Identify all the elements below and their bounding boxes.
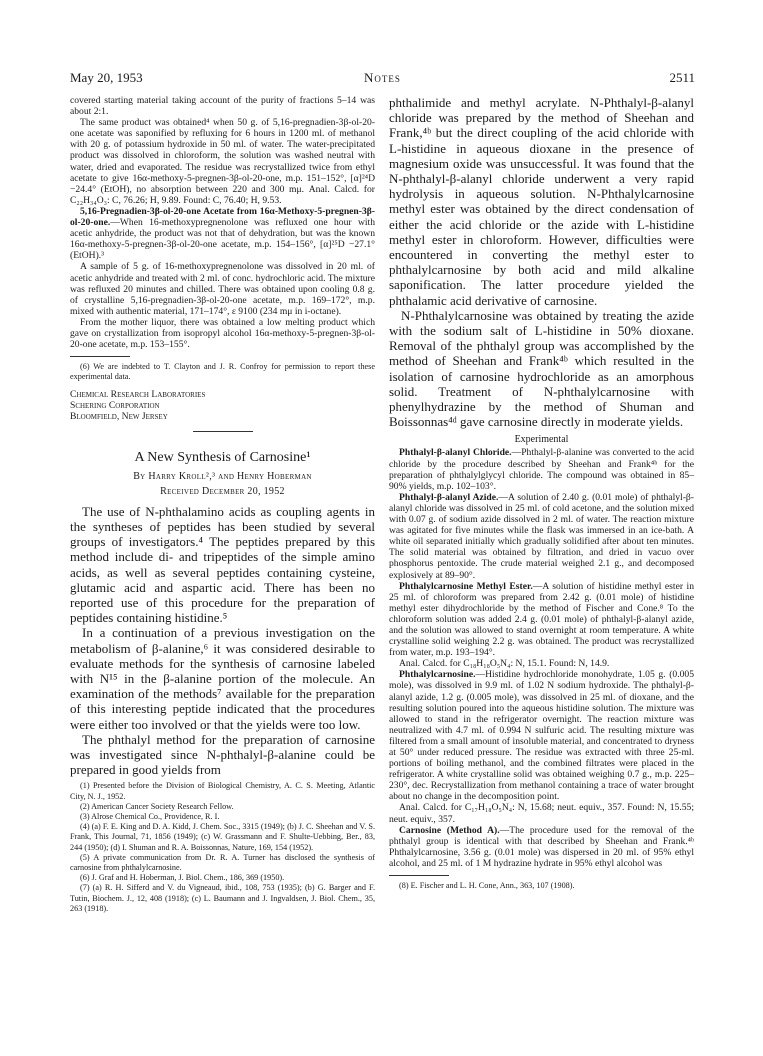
paragraph: Phthalylcarnosine Methyl Ester.—A solution of histidine methyl ester in 25 ml. of chloroform was prepared from 2.42 g. (0.01 mole) of histidine methyl ester dihydrochloride by the method of Fischer and Cone.⁸ To the chloroform solution was added 2.4 g. (0.01 mole) of phthalyl-β-alanyl azide, and the solution was allowed to stand overnight at room temperature. A white crystalline solid weighing 2.2 g. was obtained. The product was recrystallized from water, m.p. 193–194°. bbox=[389, 580, 694, 659]
header-date: May 20, 1953 bbox=[70, 70, 143, 85]
received-date: Received December 20, 1952 bbox=[160, 485, 285, 497]
section-heading: Phthalylcarnosine Methyl Ester. bbox=[399, 580, 533, 592]
section-heading: Phthalylcarnosine. bbox=[399, 669, 476, 681]
footnote: (6) J. Graf and H. Hoberman, J. Biol. Chem., 186, 369 (1950). bbox=[80, 873, 285, 883]
paragraph: Phthalylcarnosine.—Histidine hydrochloride monohydrate, 1.05 g. (0.005 mole), was dissolved in 9.9 ml. of 1.02 N sodium hydroxide. The phthalyl-β-alanyl azide, 1.2 g. (0.005 mole), was dissolved in 25 ml. of dioxane, and the resulting solution poured into the aqueous histidine solution. The mixture was allowed to stand in the refrigerator overnight. The reaction mixture was neutralized with 4.7 ml. of 0.994 N sulfuric acid. The resulting mixture was filtered from a small amount of insoluble material, and concentrated to dryness at 50° under reduced pressure. The residue was extracted with three 25-ml. portions of boiling methanol, and the combined filtrates were placed in the refrigerator. A white crystalline solid was obtained weighing 0.7 g., m.p. 225–230°, dec. Recrystallization from methanol containing a trace of water brought about no change in the decomposition point. bbox=[389, 669, 694, 803]
paragraph: The same product was obtained⁴ when 50 g. of 5,16-pregnadien-3β-ol-20-one acetate was saponified by refluxing for 6 hours in 1200 ml. of methanol with 20 g. of potassium hydroxide in 50 ml. of water. The water-precipitated product was dissolved in chloroform, the solution was washed neutral with water, dried and evaporated. The residue was recrystallized twice from ethyl acetate to give 16α-methoxy-5-pregnen-3β-ol-20-one, m.p. 151–152°, [α]²⁴D −24.4° (EtOH), no absorption between 220 and 300 mμ. Anal. Calcd. for C₂₂H₃₄O₃: C, 76.26; H, 9.89. Found: C, 76.40; H, 9.53. bbox=[70, 117, 375, 206]
article-title: A New Synthesis of Carnosine¹ bbox=[134, 449, 311, 465]
footnote: (1) Presented before the Division of Biological Chemistry, A. C. S. Meeting, Atlantic City, N. J., 1952. bbox=[70, 781, 375, 801]
footnote: (3) Alrose Chemical Co., Providence, R. I. bbox=[80, 812, 220, 822]
section-heading: Carnosine (Method A). bbox=[399, 824, 500, 836]
footnote: (4) (a) F. E. King and D. A. Kidd, J. Chem. Soc., 3315 (1949); (b) J. C. Sheehan and V. S. Frank, This Journal, 71, 1856 (1949); (c) W. Grassmann and F. Shulte-Uebbing, Ber., 83, 244 (1950); (d) I. Shuman and R. A. Boissonnas, Nature, 169, 154 (1952). bbox=[70, 822, 375, 852]
paragraph: covered starting material taking account of the purity of fractions 5–14 was about 2:1. bbox=[70, 95, 375, 118]
article-divider bbox=[193, 431, 253, 432]
footnote: (2) American Cancer Society Research Fellow. bbox=[80, 801, 234, 811]
paragraph: From the mother liquor, there was obtained a low melting product which gave on crystallization from isopropyl alcohol 16α-methoxy-5-pregnen-3β-ol-20-one acetate, m.p. 153–155°. bbox=[70, 316, 375, 351]
footnote: (8) E. Fischer and L. H. Cone, Ann., 363, 107 (1908). bbox=[399, 881, 575, 891]
paragraph: The phthalyl method for the preparation of carnosine was investigated since N-phthalyl-β-alanine could be prepared in good yields from bbox=[70, 731, 375, 778]
paragraph: 5,16-Pregnadien-3β-ol-20-one Acetate from 16α-Methoxy-5-pregnen-3β-ol-20-one.—When 16-methoxypregnenolone was refluxed one hour with acetic anhydride, the product was not that of dehydration, but was the known 16α-methoxy-5-pregnen-3β-ol-20-one acetate, m.p. 154–156°, [α]²⁵D −27.1° (EtOH).³ bbox=[70, 205, 375, 262]
affiliation: Chemical Research Laboratories Schering Corporation Bloomfield, New Jersey bbox=[70, 388, 206, 423]
footnote: (5) A private communication from Dr. R. A. Turner has disclosed the synthesis of carnosine from phthalylcarnosine. bbox=[70, 852, 375, 873]
section-heading: Phthalyl-β-alanyl Azide. bbox=[399, 491, 499, 503]
previous-article-end bbox=[70, 95, 375, 350]
analysis-line: Anal. Calcd. for C₁₈H₁₈O₅N₄: N, 15.1. Found: N, 14.9. bbox=[399, 658, 610, 670]
paragraph: The use of N-phthalamino acids as coupling agents in the syntheses of peptides has been studied by several groups of investigators.⁴ The peptides prepared by this method include di- and tripeptides of the simple amino acids, as well as several peptides containing cysteine, glutamic acid and aspartic acid. There has been no reported use of this procedure for the preparation of peptides containing histidine.⁵ bbox=[70, 503, 375, 626]
experimental-heading: Experimental bbox=[514, 434, 569, 446]
experimental-section bbox=[389, 447, 694, 869]
article-authors: By Harry Kroll²,³ and Henry Hoberman bbox=[133, 470, 312, 482]
paragraph: Phthalyl-β-alanyl Azide.—A solution of 2.40 g. (0.01 mole) of phthalyl-β-alanyl chloride was dissolved in 25 ml. of cold acetone, and the solution mixed with 0.07 g. of sodium azide dissolved in 2 ml. of water. The reaction mixture was agitated for five minutes while the flask was immersed in an ice-bath. A white oil separated initially which gradually solidified after about ten minutes. The solid material was obtained by filtration, and dried in vacuo over phosphorus pentoxide. The crude material weighed 2.1 g., and decomposed explosively at 89–90°. bbox=[389, 491, 694, 581]
paragraph: Carnosine (Method A).—The procedure used for the removal of the phthalyl group is identical with that described by Sheehan and Frank.⁴ᵇ Phthalylcarnosine, 3.56 g. (0.01 mole) was dispersed in 20 ml. of 95% ethyl alcohol, and 25 ml. of 1 M hydrazine hydrate in 95% ethyl alcohol was bbox=[389, 824, 694, 869]
paragraph: In a continuation of a previous investigation on the metabolism of β-alanine,⁶ it was considered desirable to evaluate methods for the synthesis of carnosine labeled with N¹⁵ in the β-alanine portion of the molecule. An examination of the methods⁷ available for the preparation of this interesting peptide indicated that the procedures were either too involved or that the yields were too low. bbox=[70, 625, 375, 732]
analysis-line: Anal. Calcd. for C₁₇H₁₈O₅N₄: N, 15.68; neut. equiv., 357. Found: N, 15.55; neut. equiv., 357. bbox=[389, 802, 694, 825]
section-heading: 5,16-Pregnadien-3β-ol-20-one Acetate from 16α-Methoxy-5-pregnen-3β-ol-20-one. bbox=[70, 205, 375, 229]
article-body-continued bbox=[389, 95, 694, 429]
left-column bbox=[70, 95, 375, 914]
footnote: (6) We are indebted to T. Clayton and J. R. Confroy for permission to report these experimental data. bbox=[70, 362, 375, 382]
paragraph: N-Phthalylcarnosine was obtained by treating the azide with the sodium salt of L-histidine in 50% dioxane. Removal of the phthalyl group was accomplished by the method of Sheehan and Frank⁴ᵇ which resulted in the isolation of carnosine hydrochloride as an amorphous solid. Treatment of N-phthalylcarnosine with phenylhydrazine by the method of Shuman and Boissonnas⁴ᵈ gave carnosine directly in moderate yields. bbox=[389, 307, 694, 430]
right-column bbox=[389, 95, 694, 891]
paragraph: A sample of 5 g. of 16-methoxypregnenolone was dissolved in 20 ml. of acetic anhydride and treated with 2 ml. of conc. hydrochloric acid. The mixture was refluxed 20 minutes and chilled. There was obtained upon cooling 0.8 g. of crystalline 5,16-pregnadien-3β-ol-20-one acetate, m.p. 169–172°, m.p. mixed with authentic material, 171–174°, ε 9100 (234 mμ in i-octane). bbox=[70, 261, 375, 317]
footnote: (7) (a) R. H. Sifferd and V. du Vigneaud, ibid., 108, 753 (1935); (b) G. Barger and F. Tutin, Biochem. J., 12, 408 (1918); (c) L. Baumann and J. Ingvaldsen, J. Biol. Chem., 35, 263 (1918). bbox=[70, 883, 375, 913]
footnotes bbox=[70, 781, 375, 914]
article-body bbox=[70, 504, 375, 778]
paragraph: phthalimide and methyl acrylate. N-Phthalyl-β-alanyl chloride was prepared by the method of Sheehan and Frank,⁴ᵇ but the direct coupling of the acid chloride with L-histidine in aqueous dioxane in the presence of magnesium oxide was unsuccessful. It was found that the N-phthalyl-β-alanyl chloride underwent a very rapid hydrolysis in aqueous solution. N-Phthalylcarnosine methyl ester was obtained by the direct condensation of either the acid chloride or the azide with L-histidine methyl ester in chloroform. However, difficulties were encountered in converting the methyl ester to phthalylcarnosine by both acid and mild alkaline saponification. The latter procedure yielded the phthalamic acid derivative of carnosine. bbox=[389, 95, 694, 308]
header-page-number: 2511 bbox=[669, 70, 695, 85]
paragraph: Phthalyl-β-alanyl Chloride.—Phthalyl-β-alanine was converted to the acid chloride by the procedure described by Sheehan and Frank⁴ᵇ for the preparation of phthalylglycyl chloride. The compound was obtained in 85–90% yields, m.p. 102–103°. bbox=[389, 447, 694, 492]
section-heading: Phthalyl-β-alanyl Chloride. bbox=[399, 447, 512, 459]
header-section: Notes bbox=[364, 70, 401, 85]
footnote-divider bbox=[70, 356, 130, 357]
footnote-divider bbox=[389, 875, 449, 876]
